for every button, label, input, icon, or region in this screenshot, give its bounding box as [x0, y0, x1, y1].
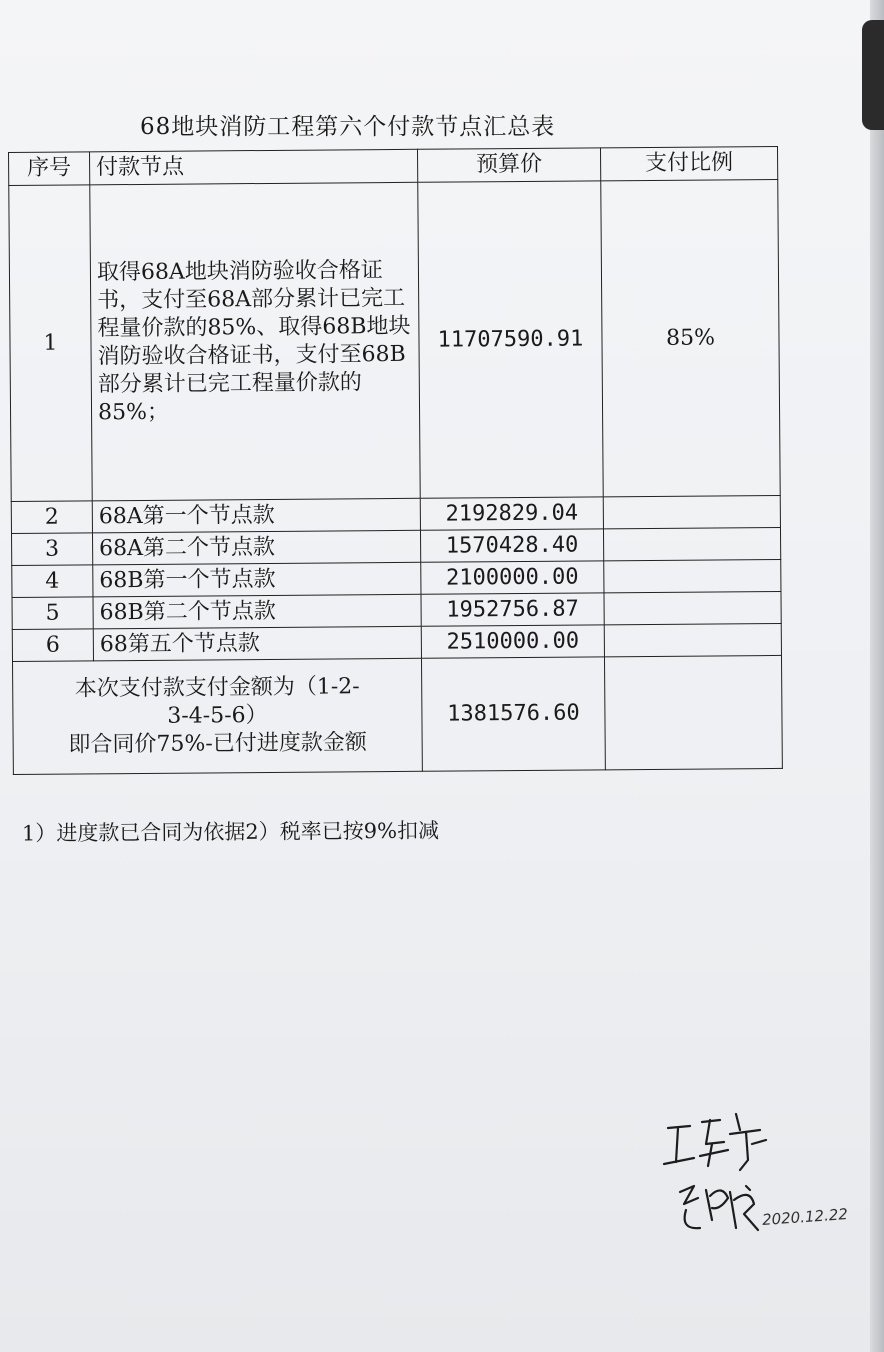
row-node: 68A第二个节点款: [92, 530, 420, 565]
header-ratio: 支付比例: [600, 146, 777, 180]
row-node: 68第五个节点款: [93, 626, 421, 661]
row-no: 2: [11, 501, 92, 534]
row-budget: 2100000.00: [421, 561, 604, 594]
binder-clip: [862, 20, 884, 130]
row-node: 取得68A地块消防验收合格证书，支付至68A部分累计已完工程量价款的85%、取得68B地块消防验收合格证书，支付至68B部分累计已完工程量价款的85%；: [90, 182, 420, 501]
row-ratio: [603, 527, 780, 560]
row-node: 68B第一个节点款: [93, 562, 421, 597]
row-ratio: [603, 495, 780, 528]
row-no: 4: [12, 565, 93, 598]
row-ratio: 85%: [601, 179, 780, 496]
row-no: 6: [12, 629, 93, 662]
row-ratio: [604, 559, 781, 592]
total-label-line: 即合同价75%-已付进度款金额: [68, 730, 367, 758]
payment-summary-table: [8, 146, 783, 775]
total-row: [13, 655, 783, 774]
header-node: 付款节点: [90, 149, 418, 185]
row-budget: 1952756.87: [421, 593, 604, 626]
row-ratio: [604, 591, 781, 624]
row-budget: 2192829.04: [420, 497, 603, 530]
total-amount: 1381576.60: [421, 657, 605, 771]
footnote: 1）进度款已合同为依据2）税率已按9%扣减: [21, 818, 440, 846]
document-title: 68地块消防工程第六个付款节点汇总表: [140, 114, 556, 140]
row-no: 1: [9, 185, 92, 502]
total-label-line: 本次支付款支付金额为（1-2-: [74, 674, 360, 702]
row-ratio: [604, 623, 781, 656]
row-node: 68B第二个节点款: [93, 594, 421, 629]
total-ratio: [604, 655, 782, 769]
table-row: [9, 179, 780, 501]
total-label: [13, 658, 423, 774]
total-label-line: 3-4-5-6）: [167, 702, 268, 729]
header-no: 序号: [9, 152, 90, 186]
signature-date: 2020.12.22: [761, 1205, 849, 1229]
row-no: 3: [11, 533, 92, 566]
row-no: 5: [12, 597, 93, 630]
row-node: 68A第一个节点款: [92, 498, 420, 533]
row-budget: 2510000.00: [421, 625, 604, 658]
row-budget: 1570428.40: [420, 529, 603, 562]
row-budget: 11707590.91: [418, 181, 603, 498]
header-budget: 预算价: [417, 148, 600, 182]
